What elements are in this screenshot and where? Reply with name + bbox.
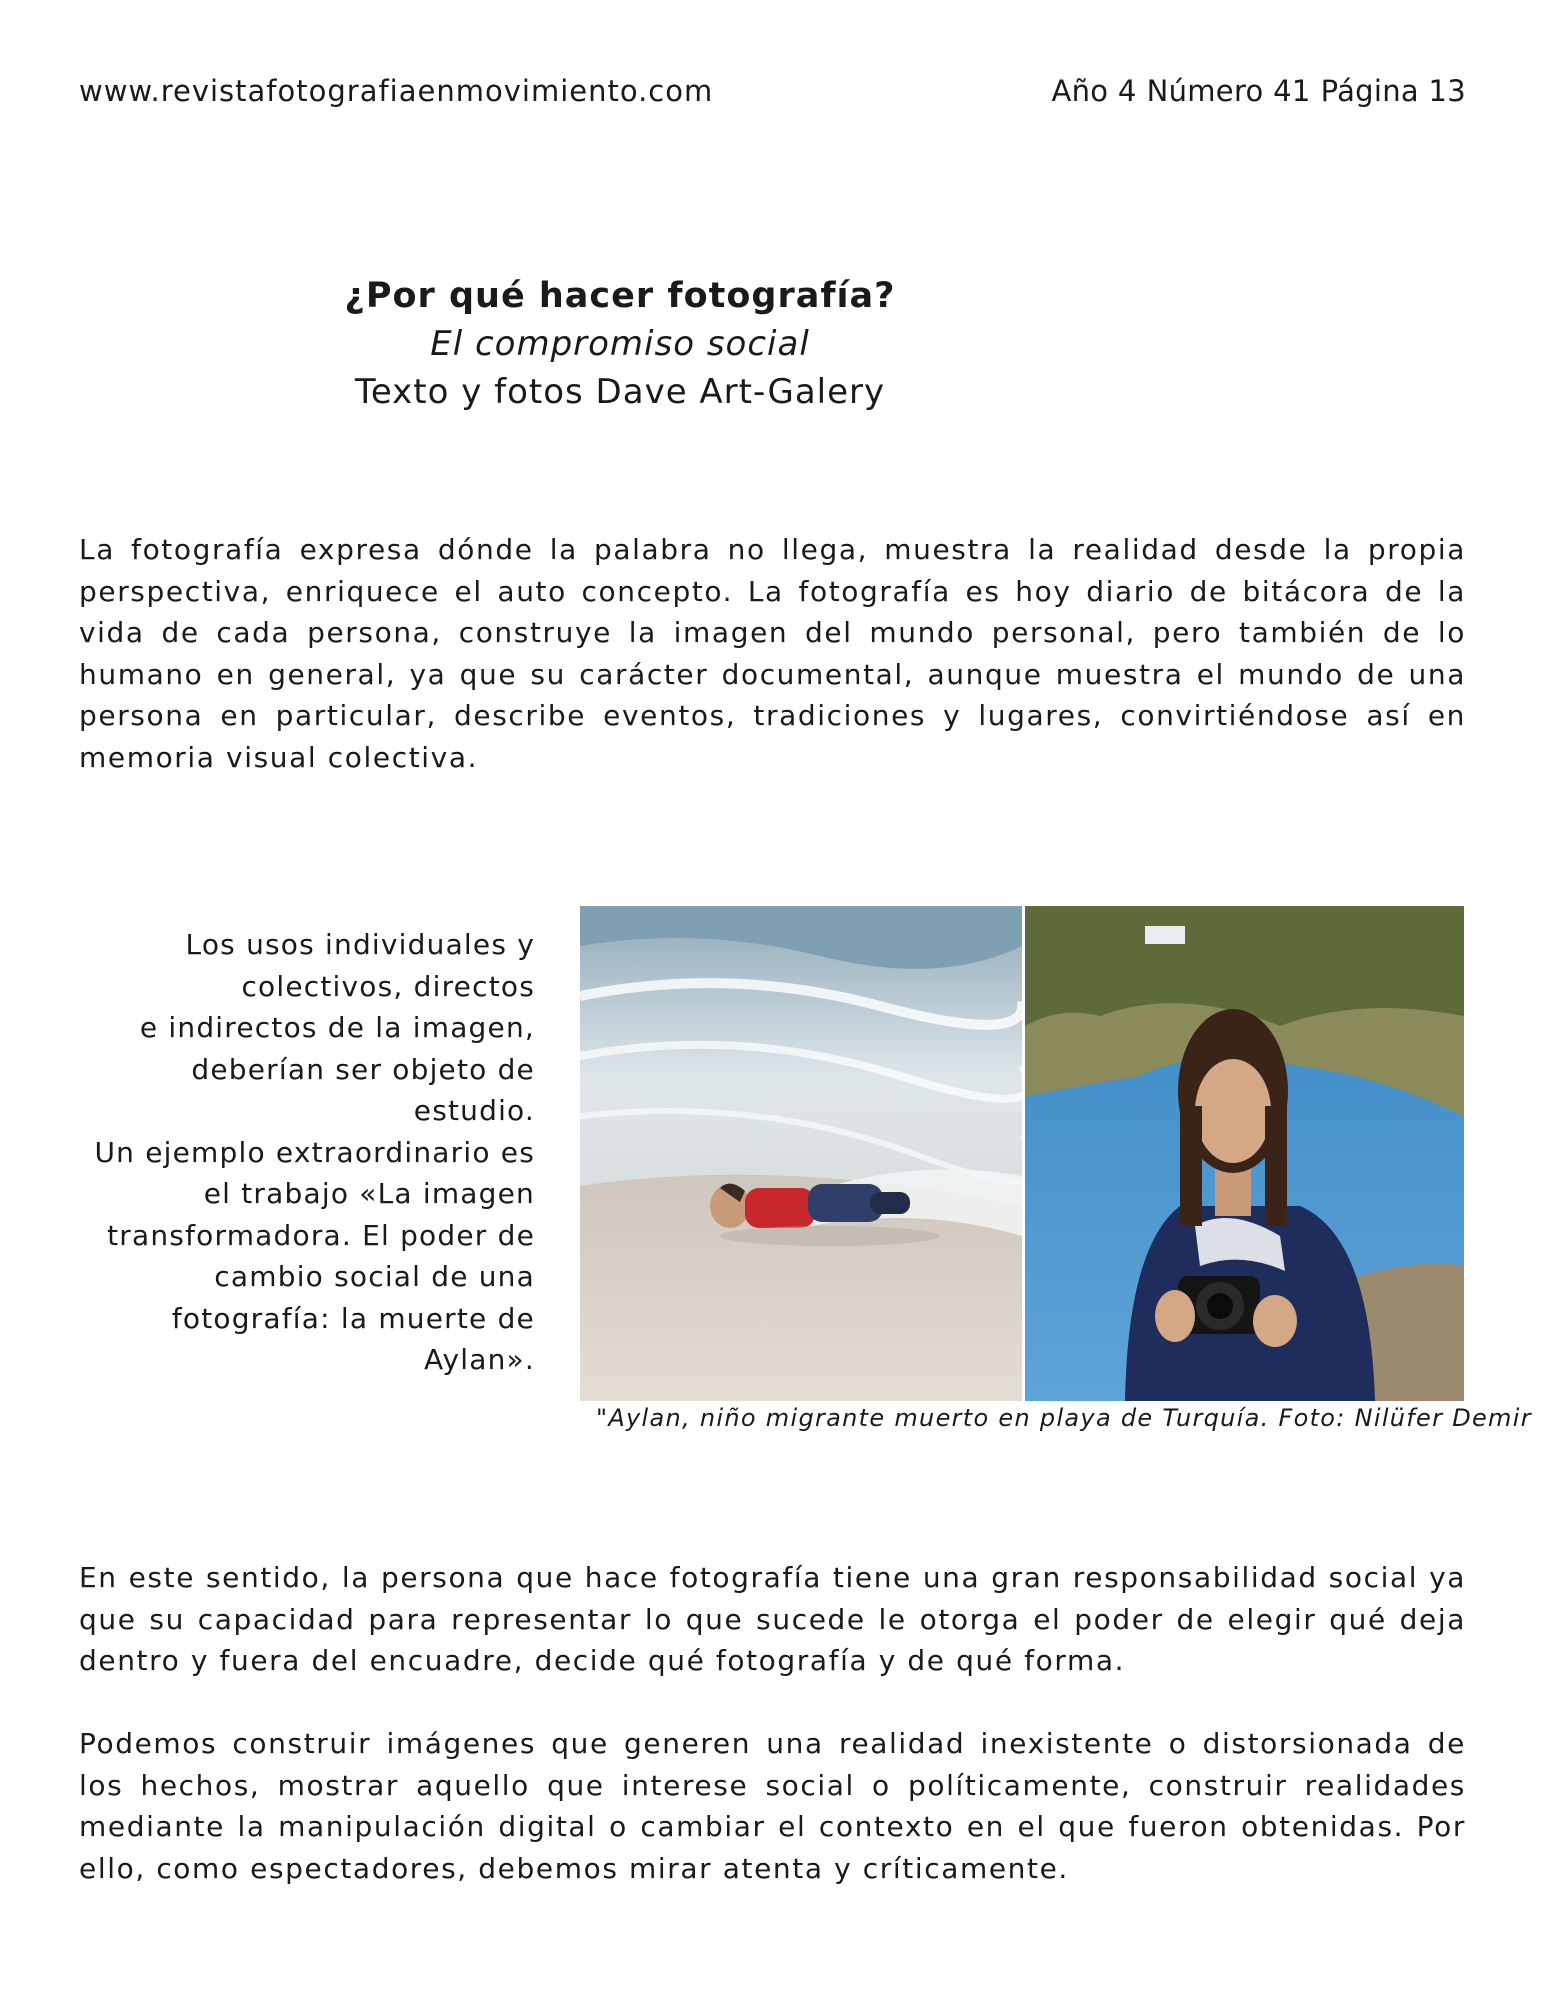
paragraph-manipulation: Podemos construir imágenes que generen una realidad inexistente o distorsionada de los hechos, mostrar aquello que interese social o políticamente, construir realidades mediante la manipulación digital o cambiar el contexto en el que fueron obtenidas. Por ello, como espectadores, debemos mirar atenta y críticamente.	[79, 1727, 1466, 1885]
article-photo	[580, 906, 1464, 1401]
issue-info	[1041, 74, 1466, 108]
page-number: Página 13	[1320, 74, 1466, 108]
page-header	[79, 74, 1466, 114]
sidebar-line: deberían ser objeto de	[191, 1052, 535, 1086]
sidebar-line: Un ejemplo extraordinario es	[94, 1135, 535, 1169]
paragraph-responsibility: En este sentido, la persona que hace fotografía tiene una gran responsabilidad social ya que su capacidad para representar lo que sucede le otorga el poder de elegir qué deja dentro y fuera del encuadre, decide qué fotografía y de qué forma.	[79, 1561, 1466, 1677]
site-url[interactable]: www.revistafotografiaenmovimiento.com	[79, 74, 714, 108]
sidebar-line: colectivos, directos	[241, 969, 535, 1003]
article-title: ¿Por qué hacer fotografía?	[344, 276, 896, 316]
sidebar-line: fotografía: la muerte de	[171, 1301, 535, 1335]
article-heading	[320, 272, 920, 416]
sidebar-line: transformadora. El poder de	[107, 1218, 535, 1252]
beach-scene	[580, 906, 1037, 1401]
sidebar-line: cambio social de una	[214, 1260, 535, 1293]
issue-number: Número 41	[1146, 74, 1311, 108]
sidebar-line: Aylan».	[424, 1343, 535, 1376]
sidebar-line: Los usos individuales y	[185, 928, 535, 961]
paragraph-intro: La fotografía expresa dónde la palabra no llega, muestra la realidad desde la propia perspectiva, enriquece el auto concepto. La fotografía es hoy diario de bitácora de la vida de cada persona, construye la imagen del mundo personal, pero también de lo humano en general, ya que su carácter documental, aunque muestra el mundo de una persona en particular, describe eventos, tradiciones y lugares, convirtiéndose así en memoria visual colectiva.	[79, 533, 1466, 774]
sidebar-quote	[60, 924, 535, 1381]
photographer-scene	[1025, 906, 1464, 1401]
article-subtitle: El compromiso social	[430, 324, 810, 364]
article-byline: Texto y fotos Dave Art-Galery	[354, 372, 886, 412]
sidebar-line: el trabajo «La imagen	[203, 1177, 535, 1210]
sidebar-line: e indirectos de la imagen,	[139, 1011, 535, 1044]
sidebar-line: estudio.	[413, 1094, 535, 1127]
issue-year: Año 4	[1051, 74, 1137, 108]
photo-caption: "Aylan, niño migrante muerto en playa de Turquía. Foto: Nilüfer Demir	[596, 1404, 1532, 1432]
